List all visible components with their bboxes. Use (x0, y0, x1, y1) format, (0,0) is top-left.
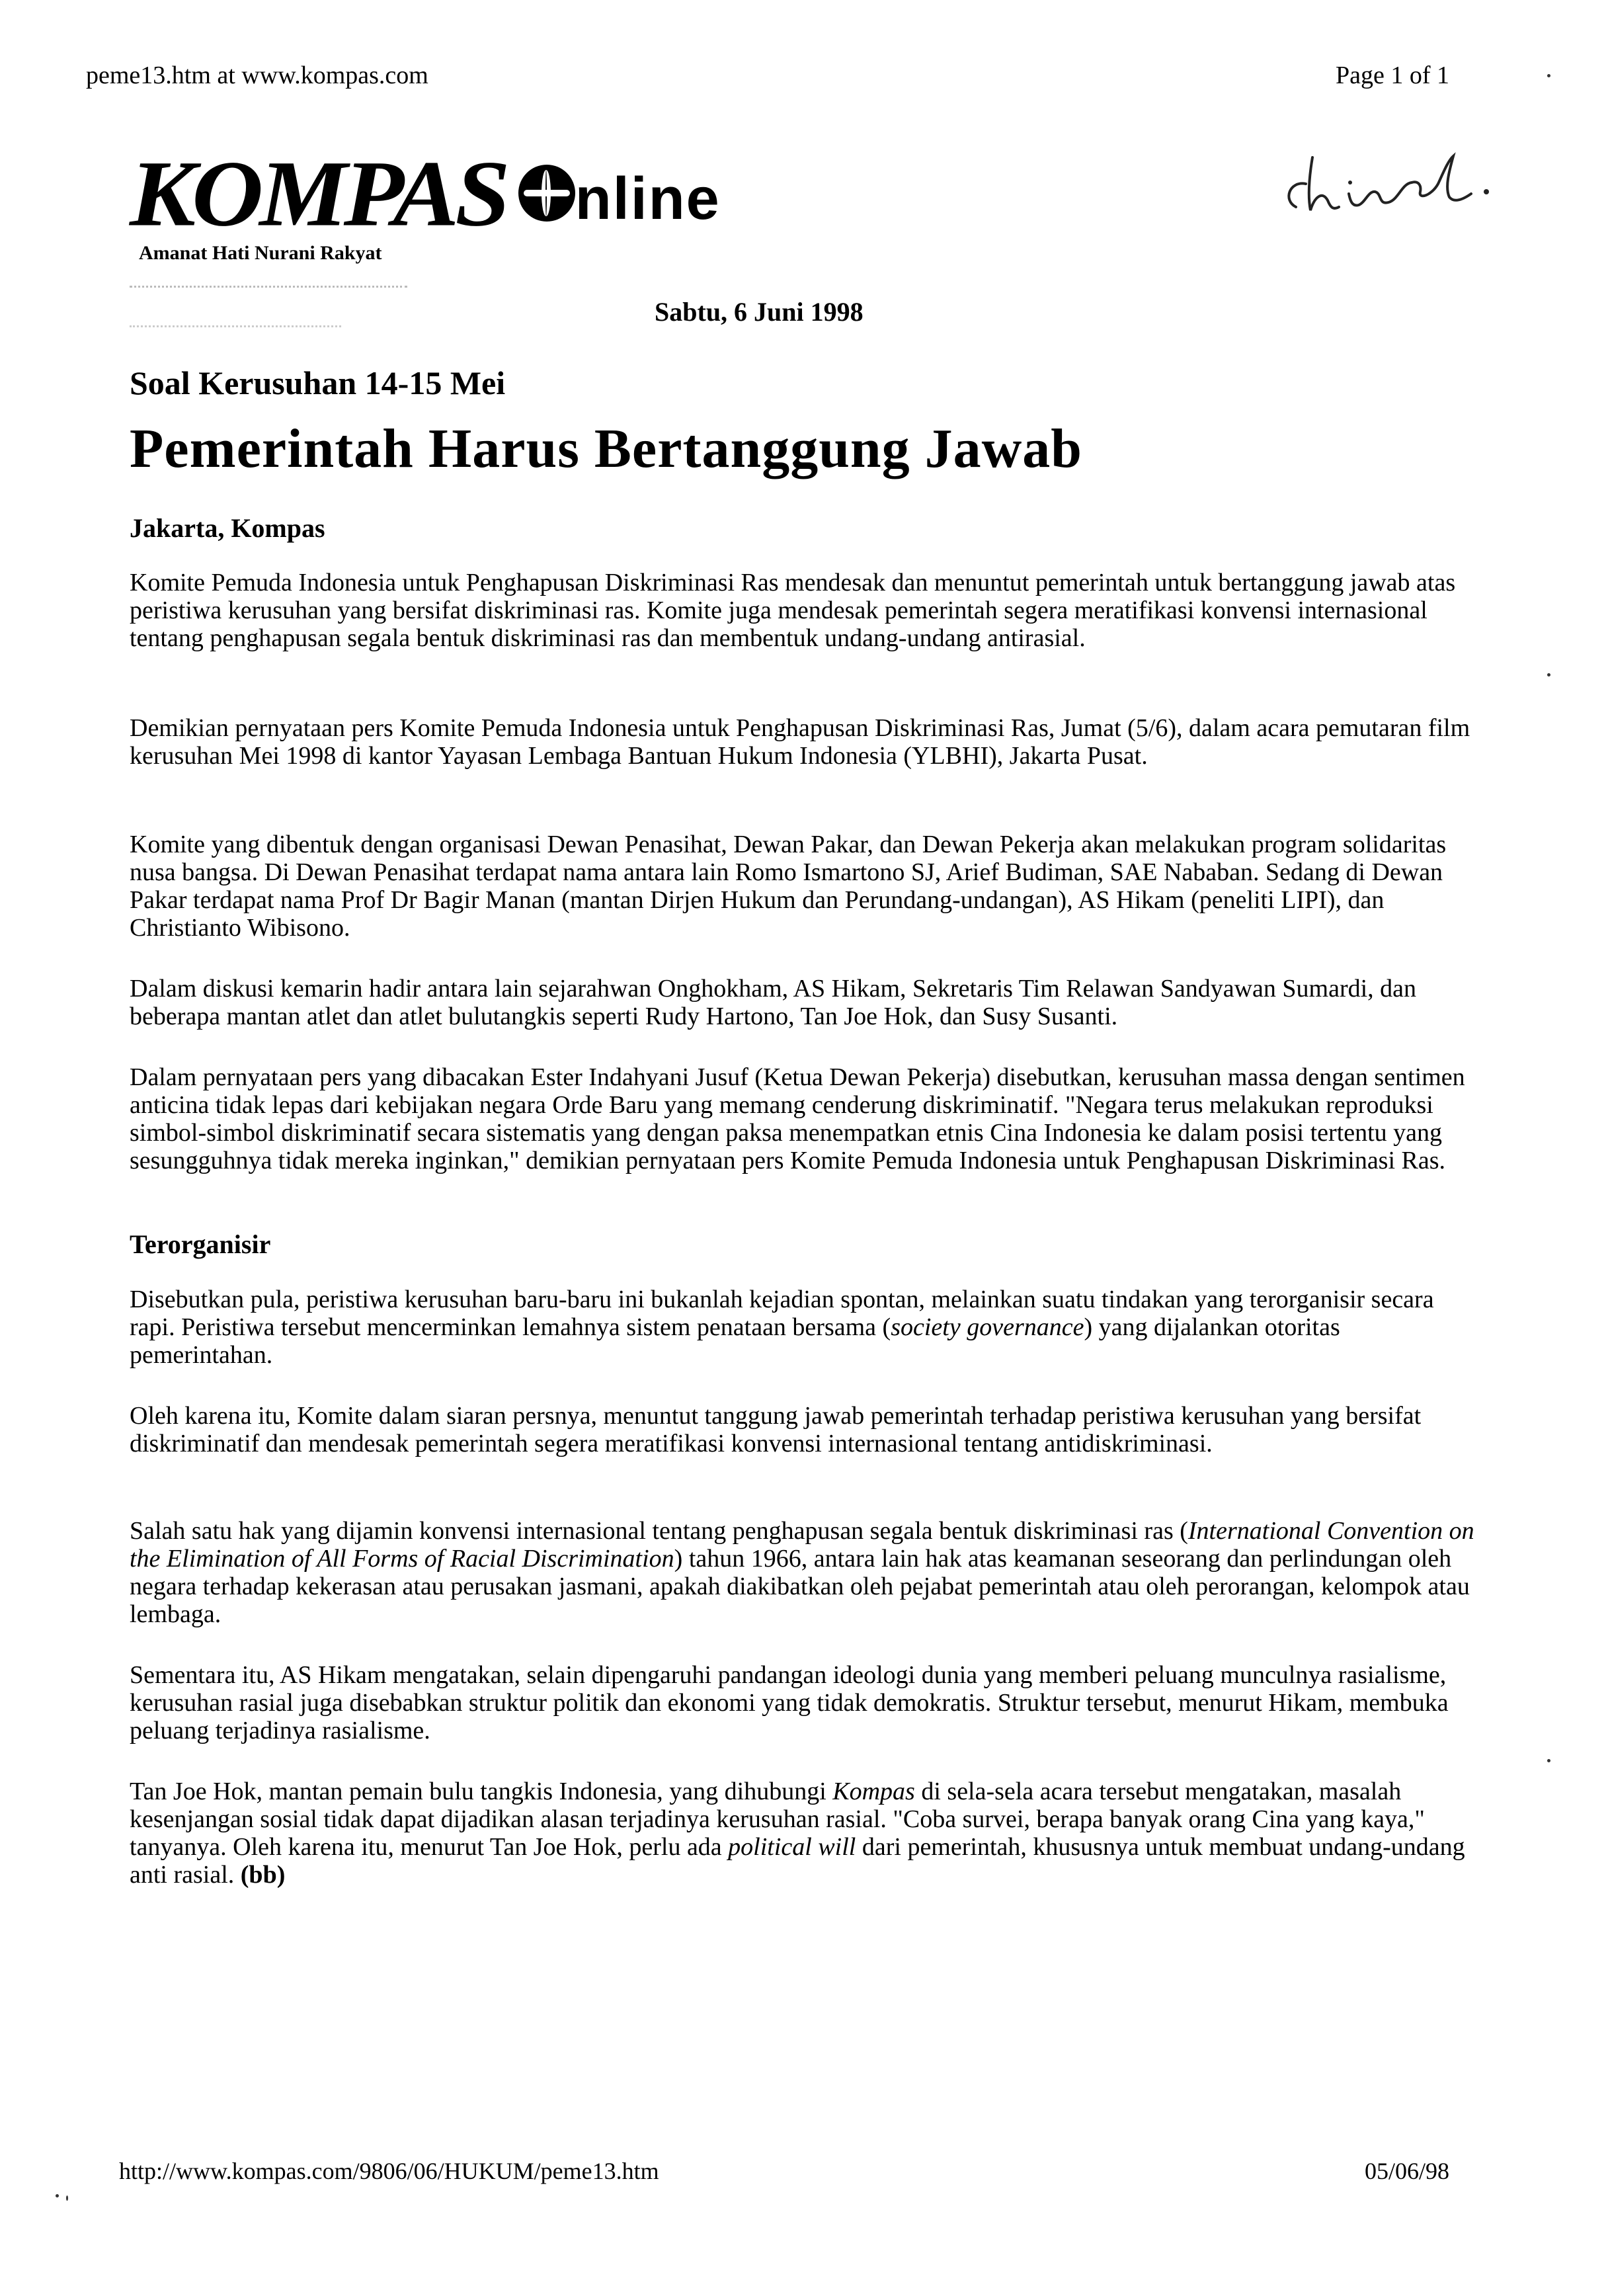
article-dateline: Jakarta, Kompas (130, 513, 325, 543)
article-paragraph-2: Demikian pernyataan pers Komite Pemuda Indonesia untuk Penghapusan Diskriminasi Ras, Jumat (5/6), dalam acara pemutaran film kerusuhan Mei 1998 di kantor Yayasan Lembaga Bantuan Hukum Indonesia (YLBHI), Jakarta Pusat. (130, 714, 1470, 770)
footer-date: 05/06/98 (1364, 2158, 1449, 2184)
section-subheading: Terorganisir (130, 1229, 271, 1259)
logo-online-wordmark: nline (575, 166, 721, 232)
globe-icon (518, 165, 575, 222)
handwritten-signature (1276, 144, 1494, 237)
article-paragraph-5: Dalam pernyataan pers yang dibacakan Ester Indahyani Jusuf (Ketua Dewan Pekerja) disebutkan, kerusuhan massa dengan sentimen anticina tidak lepas dari kebijakan negara Orde Baru yang memang cenderung diskriminatif. "Negara terus melakukan reproduksi simbol-simbol diskriminatif secara sistematis yang dengan paksa menempatkan etnis Cina Indonesia ke dalam posisi tertentu yang sesungguhnya tidak mereka inginkan," demikian pernyataan pers Komite Pemuda Indonesia untuk Penghapusan Diskriminasi Ras. (130, 1063, 1465, 1174)
article-paragraph-4: Dalam diskusi kemarin hadir antara lain sejarahwan Onghokham, AS Hikam, Sekretaris Tim Relawan Sandyawan Sumardi, dan beberapa mantan atlet dan atlet bulutangkis seperti Rudy Hartono, Tan Joe Hok, dan Susy Susanti. (130, 975, 1417, 1030)
scan-speck (1547, 74, 1550, 77)
article-byline: (bb) (240, 1861, 286, 1889)
article-paragraph-6: Disebutkan pula, peristiwa kerusuhan baru-baru ini bukanlah kejadian spontan, melainkan suatu tindakan yang terorganisir secara rapi. Peristiwa tersebut mencerminkan lemahnya sistem penataan bersama (society governance) yang dijalankan otoritas pemerintahan. (130, 1286, 1434, 1369)
article-date: Sabtu, 6 Juni 1998 (655, 297, 864, 327)
divider-dots-faint (130, 325, 341, 327)
article-kicker: Soal Kerusuhan 14-15 Mei (130, 364, 506, 401)
page-source-header: peme13.htm at www.kompas.com (86, 62, 428, 89)
article-paragraph-9: Sementara itu, AS Hikam mengatakan, selain dipengaruhi pandangan ideologi dunia yang memberi peluang munculnya rasialisme, kerusuhan rasial juga disebabkan struktur politik dan ekonomi yang tidak demokratis. Struktur tersebut, menurut Hikam, membuka peluang terjadinya rasialisme. (130, 1661, 1449, 1744)
article-headline: Pemerintah Harus Bertanggung Jawab (130, 418, 1082, 479)
logo-tagline: Amanat Hati Nurani Rakyat (139, 242, 382, 264)
scan-speck (1547, 673, 1550, 676)
article-paragraph-1: Komite Pemuda Indonesia untuk Penghapusan Diskriminasi Ras mendesak dan menuntut pemerintah untuk bertanggung jawab atas peristiwa kerusuhan yang bersifat diskriminasi ras. Komite juga mendesak pemerintah segera meratifikasi konvensi internasional tentang penghapusan segala bentuk diskriminasi ras dan membentuk undang-undang antirasial. (130, 569, 1456, 652)
article-paragraph-8: Salah satu hak yang dijamin konvensi internasional tentang penghapusan segala bentuk diskriminasi ras (International Convention on the Elimination of All Forms of Racial Discrimination) tahun 1966, antara lain hak atas keamanan seseorang dan perlindungan oleh negara terhadap kekerasan atau perusakan jasmani, apakah diakibatkan oleh pejabat pemerintah atau oleh perorangan, kelompok atau lembaga. (130, 1517, 1474, 1628)
article-paragraph-3: Komite yang dibentuk dengan organisasi Dewan Penasihat, Dewan Pakar, dan Dewan Pekerja akan melakukan program solidaritas nusa bangsa. Di Dewan Penasihat terdapat nama antara lain Romo Ismartono SJ, Arief Budiman, SAE Nababan. Sedang di Dewan Pakar terdapat nama Prof Dr Bagir Manan (mantan Dirjen Hukum dan Perundang-undangan), AS Hikam (peneliti LIPI), dan Christianto Wibisono. (130, 831, 1447, 942)
footer-url: http://www.kompas.com/9806/06/HUKUM/peme13.htm (119, 2158, 659, 2184)
article-paragraph-10: Tan Joe Hok, mantan pemain bulu tangkis Indonesia, yang dihubungi Kompas di sela-sela acara tersebut mengatakan, masalah kesenjangan sosial tidak dapat dijadikan alasan terjadinya kerusuhan rasial. "Coba survei, berapa banyak orang Cina yang kaya," tanyanya. Oleh karena itu, menurut Tan Joe Hok, perlu ada political will dari pemerintah, khususnya untuk membuat undang-undang anti rasial. (bb) (130, 1778, 1465, 1889)
logo-kompas-wordmark: KOMPAS (130, 142, 506, 246)
article-paragraph-7: Oleh karena itu, Komite dalam siaran persnya, menuntut tanggung jawab pemerintah terhadap peristiwa kerusuhan yang bersifat diskriminatif dan mendesak pemerintah segera meratifikasi konvensi internasional tentang antidiskriminasi. (130, 1402, 1422, 1457)
scan-speck (66, 2195, 68, 2201)
scan-speck (1547, 1759, 1550, 1762)
scan-speck (56, 2194, 59, 2197)
kompas-online-logo (130, 144, 725, 270)
page-indicator: Page 1 of 1 (1335, 62, 1449, 89)
divider-dots (130, 286, 407, 288)
